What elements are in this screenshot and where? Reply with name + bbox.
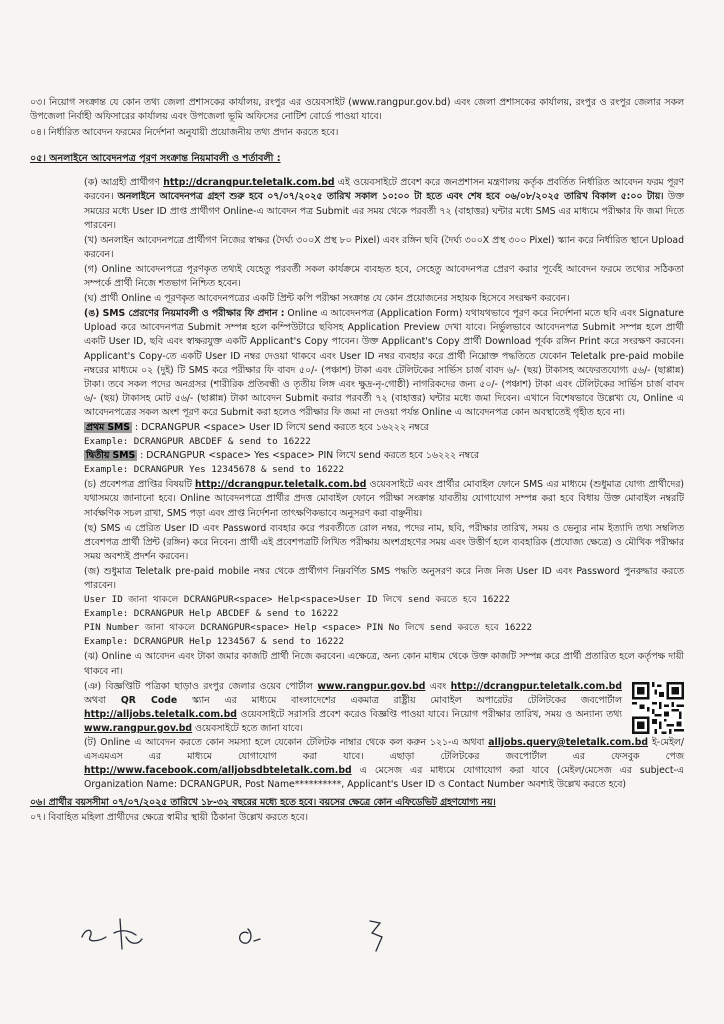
userid-recovery: User ID জানা থাকলে DCRANGPUR<space> Help<space>User ID লিখে send করতে হবে 16222	[84, 594, 510, 606]
first-sms-label: প্রথম SMS	[86, 421, 131, 433]
clause-nya-text-5: ওয়েবসাইটে সরাসরি প্রবেশ করেও বিজ্ঞপ্তি পাওয়া যাবে। নিয়োগ পরীক্ষার তারিখ, সময় ও অন্যান্য তথ্য	[236, 708, 622, 720]
clause-ta-text-1: (ট) Online এ আবেদন করতে কোন সমস্যা হলে যেকোন টেলিটক নাম্বার থেকে কল করুন ১২১-এ অথবা	[84, 737, 489, 749]
clause-ga: (গ) Online আবেদনপত্রে পূরণকৃত তথ্যই যেহেতু পরবর্তী সকল কার্যক্রমে ব্যবহৃত হবে, সেহেতু আবেদনপত্র প্রেরণ করার পূর্বেই আবেদন ফরমে তথ্যের সঠিকতা সম্পর্কে প্রার্থী নিজে শতভাগ নিশ্চিত হবেন।	[84, 263, 684, 290]
clause-ka-text-3: উক্ত সময়ের মধ্যে User ID প্রাপ্ত প্রার্থীগণ Online-এ আবেদন পত্র Submit এর সময় থেকে পরবর্তী ৭২ (বাহাত্তর) ঘন্টার মধ্যে SMS এর মাধ্যমে পরীক্ষার ফি জমা দিতে পারবেন।	[84, 191, 685, 231]
clause-gha: (ঘ) প্রার্থী Online এ পূরণকৃত আবেদনপত্রের একটি প্রিন্ট কপি পরীক্ষা সংক্রান্ত যে কোন প্রয়োজনের সহায়ক হিসেবে সংরক্ষণ করবেন।	[84, 293, 570, 305]
clause-nga-lead: (ঙ) SMS প্রেরণের নিয়মাবলী ও পরীক্ষার ফি প্রদান :	[84, 308, 285, 320]
admit-card-link[interactable]: http://dcrangpur.teletalk.com.bd	[195, 479, 367, 491]
teletalk-link-2[interactable]: http://dcrangpur.teletalk.com.bd	[450, 680, 622, 692]
userid-recovery-example: Example: DCRANGPUR Help ABCDEF & send to 16222	[84, 608, 339, 620]
clause-nga-body: Online এ আবেদনপত্র (Application Form) যথাযথভাবে পূরণ করে নির্দেশনা মতে ছবি এবং Signature Upload করে আবেদনপত্র Submit সম্পন্ন হলে কম্পিউটারে ছবিসহ Application Preview দেখা যাবে। নির্ভুলভাবে আবেদনপত্র Submit সম্পন্ন হলে প্রার্থী একটি User ID, ছবি এবং স্বাক্ষরযুক্ত একটি Applicant's Copy পাবেন। উক্ত Applicant's Copy প্রার্থী Download পূর্বক রঙ্গিন Print করে সংরক্ষণ করবেন। Applicant's Copy-তে একটি User ID নম্বর দেওয়া থাকবে এবং User ID নম্বর ব্যবহার করে প্রার্থী নিম্নোক্ত পদ্ধতিতে যেকোন Teletalk pre-paid mobile নম্বরের মাধ্যমে ০২ (দুই) টি SMS করে পরীক্ষার ফি বাবদ ৫০/- (পঞ্চাশ) টাকা এবং টেলিটকের সার্ভিস চার্জ বাবদ ৬/- (ছয়) টাকাসহ অফেরতযোগ্য ৫৬/- (ছাপ্পান্ন) টাকা। তবে সকল পদের অনগ্রসর (শারীরিক প্রতিবন্ধী ও তৃতীয় লিঙ্গ এবং ক্ষুদ্র-নৃ-গোষ্ঠী) নাগরিকদের জন্য ৫০/- (পঞ্চাশ) টাকা এবং টেলিটকের সার্ভিস চার্জ বাবদ ৬/- (ছয়) টাকাসহ মোট ৫৬/- (ছাপ্পান্ন) টাকা আবেদন Submit করার পরবর্তী ৭২ (বাহাত্তর) ঘন্টার মধ্যে জমা দিবেন। এখানে বিশেষভাবে উল্লেখ্য যে, Online এ আবেদনপত্রের সকল অংশ পূরণ করে Submit করা হলেও পরীক্ষার ফি জমা না দেওয়া পর্যন্ত Online এ আবেদনপত্র কোন অবস্থাতেই গৃহীত হবে না।	[84, 308, 684, 418]
clause-nya-text-4: স্ক্যান এর মাধ্যমে বাংলাদেশের একমাত্র রাষ্ট্রীয় মোবাইল অপারেটর টেলিটকের জবপোর্টাল	[177, 694, 622, 706]
second-sms-text: : DCRANGPUR <space> Yes <space> PIN লিখে send করতে হবে ১৬২২২ নম্বরে	[140, 450, 479, 462]
item-07: ০৭। বিবাহিত মহিলা প্রার্থীদের ক্ষেত্রে স্বামীর স্থায়ী ঠিকানা উল্লেখ করতে হবে।	[30, 811, 308, 823]
clause-nya-row	[84, 680, 684, 736]
rangpur-portal-link-2[interactable]: www.rangpur.gov.bd	[84, 722, 193, 734]
qr-code-label: QR Code	[120, 694, 178, 706]
second-sms-label: দ্বিতীয় SMS	[86, 450, 136, 462]
clause-ka-text-2: এই ওয়েবসাইটে প্রবেশ করে জনপ্রশাসন মন্ত্রণালয় কর্তৃক প্রবর্তিত নির্ধারিত আবেদন ফরম পূরণ করবেন।	[84, 177, 684, 203]
item-03: ০৩। নিয়োগ সংক্রান্ত যে কোন তথ্য জেলা প্রশাসকের কার্যালয়, রংপুর এর ওয়েবসাইট (www.rangpur.gov.bd) এবং জেলা প্রশাসকের কার্যালয়, রংপুর ও রংপুর জেলার সকল উপজেলা নির্বাহী অফিসারের কার্যালয় এবং উপজেলা ভূমি অফিসের নোটিশ বোর্ডে পাওয়া যাবে।	[30, 97, 684, 123]
section-05-body	[30, 176, 684, 792]
second-sms	[84, 449, 684, 463]
application-period: অনলাইনে আবেদনপত্র গ্রহণ শুরু হবে ০৭/০৭/২০২৫ তারিখ সকাল ১০:০০ টা হতে এবং শেষ হবে ০৬/০৮/২০২৫ তারিখ বিকাল ৫:০০ টায়।	[117, 191, 664, 203]
clause-jha: (ঝ) Online এ আবেদন এবং টাকা জমার কাজটি প্রার্থী নিজে করবেন। এক্ষেত্রে, অন্য কোন মাধ্যম থেকে উক্ত কাজটি সম্পন্ন করে প্রার্থী প্রতারিত হলে কর্তৃপক্ষ দায়ী থাকবে না।	[84, 651, 684, 677]
clause-cha-text-2: ওয়েবসাইটে এবং প্রার্থীর মোবাইল ফোনে SMS এর মাধ্যমে (শুধুমাত্র যোগ্য প্রার্থীদের) যথাসময়ে জানানো হবে। Online আবেদনপত্রে প্রার্থীর প্রদত্ত মোবাইল ফোনে পরীক্ষা সংক্রান্ত যাবতীয় যোগাযোগ সম্পন্ন করা হবে বিধায় উক্ত মোবাইল নম্বরটি সার্বক্ষণিক সচল রাখা, SMS পড়া এবং প্রাপ্ত নির্দেশনা তাৎক্ষণিকভাবে অনুসরণ করা বাঞ্ছনীয়।	[84, 479, 684, 519]
clause-nya-text-6: ওয়েবসাইটে হতে জানা যাবে।	[192, 722, 303, 734]
item-04: ০৪। নির্ধারিত আবেদন ফরমের নির্দেশনা অনুযায়ী প্রয়োজনীয় তথ্য প্রদান করতে হবে।	[30, 127, 339, 139]
handwritten-signature	[80, 915, 410, 955]
clause-nga	[84, 307, 684, 420]
clause-chha: (ছ) SMS এ প্রেরিত User ID এবং Password ব্যবহার করে পরবর্তীতে রোল নম্বর, পদের নাম, ছবি, পরীক্ষার তারিখ, সময় ও ভেন্যুর নাম ইত্যাদি তথ্য সম্বলিত প্রবেশপত্র প্রার্থী প্রিন্ট (রঙ্গিন) করে নিবেন। প্রার্থী এই প্রবেশপত্রটি লিখিত পরীক্ষায় অংশগ্রহণের সময় এবং উত্তীর্ণ হলে ব্যবহারিক (প্রযোজ্য ক্ষেত্রে) ও মৌখিক পরীক্ষার সময় অবশ্যই প্রদর্শন করবেন।	[84, 522, 684, 562]
second-sms-example: Example: DCRANGPUR Yes 12345678 & send to 16222	[84, 464, 344, 476]
pin-recovery: PIN Number জানা থাকলে DCRANGPUR<space> Help <space> PIN No লিখে send করতে হবে 16222	[84, 622, 532, 634]
section-05-heading: ০৫। অনলাইনে আবেদনপত্র পূরণ সংক্রান্ত নিয়মাবলী ও শর্তাবলী :	[30, 153, 281, 165]
facebook-link[interactable]: http://www.facebook.com/alljobsdbteletalk.com.bd	[84, 765, 352, 777]
clause-ta	[84, 736, 684, 792]
clause-ka-text-1: (ক) আগ্রহী প্রার্থীগণ	[84, 177, 164, 189]
first-sms-example: Example: DCRANGPUR ABCDEF & send to 16222	[84, 436, 311, 448]
alljobs-link[interactable]: http://alljobs.teletalk.com.bd	[84, 708, 237, 720]
clause-cha	[84, 478, 684, 520]
clause-nya-text-3: অথবা	[84, 694, 121, 706]
pin-recovery-example: Example: DCRANGPUR Help 1234567 & send to 16222	[84, 636, 344, 648]
clause-ja: (জ) শুধুমাত্র Teletalk pre-paid mobile নম্বর থেকে প্রার্থীগণ নিম্নবর্ণিত SMS পদ্ধতি অনুসরণ করে নিজ নিজ User ID এবং Password পুনরুদ্ধার করতে পারবেন।	[84, 565, 684, 591]
clause-ka	[84, 176, 684, 232]
clause-nya-text-1: (ঞ) বিজ্ঞপ্তিটি পত্রিকা ছাড়াও রংপুর জেলার ওয়েব পোর্টাল	[84, 680, 318, 692]
qr-code-icon[interactable]	[632, 682, 684, 734]
item-06: ০৬। প্রার্থীর বয়সসীমা ০৭/০৭/২০২৫ তারিখে ১৮-৩২ বছরের মধ্যে হতে হবে। বয়সের ক্ষেত্রে কোন এফিডেভিট গ্রহণযোগ্য নয়।	[30, 797, 496, 809]
first-sms-text: : DCRANGPUR <space> User ID লিখে send করতে হবে ১৬২২২ নম্বরে	[134, 421, 429, 433]
clause-kha: (খ) অনলাইন আবেদনপত্রে প্রার্থীগণ নিজের স্বাক্ষর (দৈর্ঘ্য ৩০০X প্রস্থ ৮০ Pixel) এবং রঙ্গিন ছবি (দৈর্ঘ্য ৩০০X প্রস্থ ৩০০ Pixel) স্ক্যান করে নির্ধারিত স্থানে Upload করবেন।	[84, 234, 684, 260]
clause-nya-text-2: এবং	[425, 680, 451, 692]
rangpur-portal-link[interactable]: www.rangpur.gov.bd	[317, 680, 426, 692]
teletalk-link[interactable]: http://dcrangpur.teletalk.com.bd	[163, 177, 335, 189]
clause-ta-text-2: ই-মেইল/এসএমএস এর মাধ্যমে যোগাযোগ করা যাবে। এছাড়া টেলিটকের জবপোর্টাল এর ফেসবুক পেজ	[84, 737, 684, 763]
support-email-link[interactable]: alljobs.query@teletalk.com.bd	[488, 737, 649, 749]
clause-nya	[84, 680, 622, 736]
first-sms	[84, 421, 684, 435]
clause-cha-text-1: (চ) প্রবেশপত্র প্রাপ্তির বিষয়টি	[84, 479, 196, 491]
clause-ta-text-3: এ মেসেজ এর মাধ্যমে যোগাযোগ করা যাবে (মেইল/মেসেজ এর subject-এ Organization Name: DCRANGPUR, Post Name**********, Applicant's User ID ও Contact Number অবশ্যই উল্লেখ করতে হবে)	[84, 765, 684, 791]
